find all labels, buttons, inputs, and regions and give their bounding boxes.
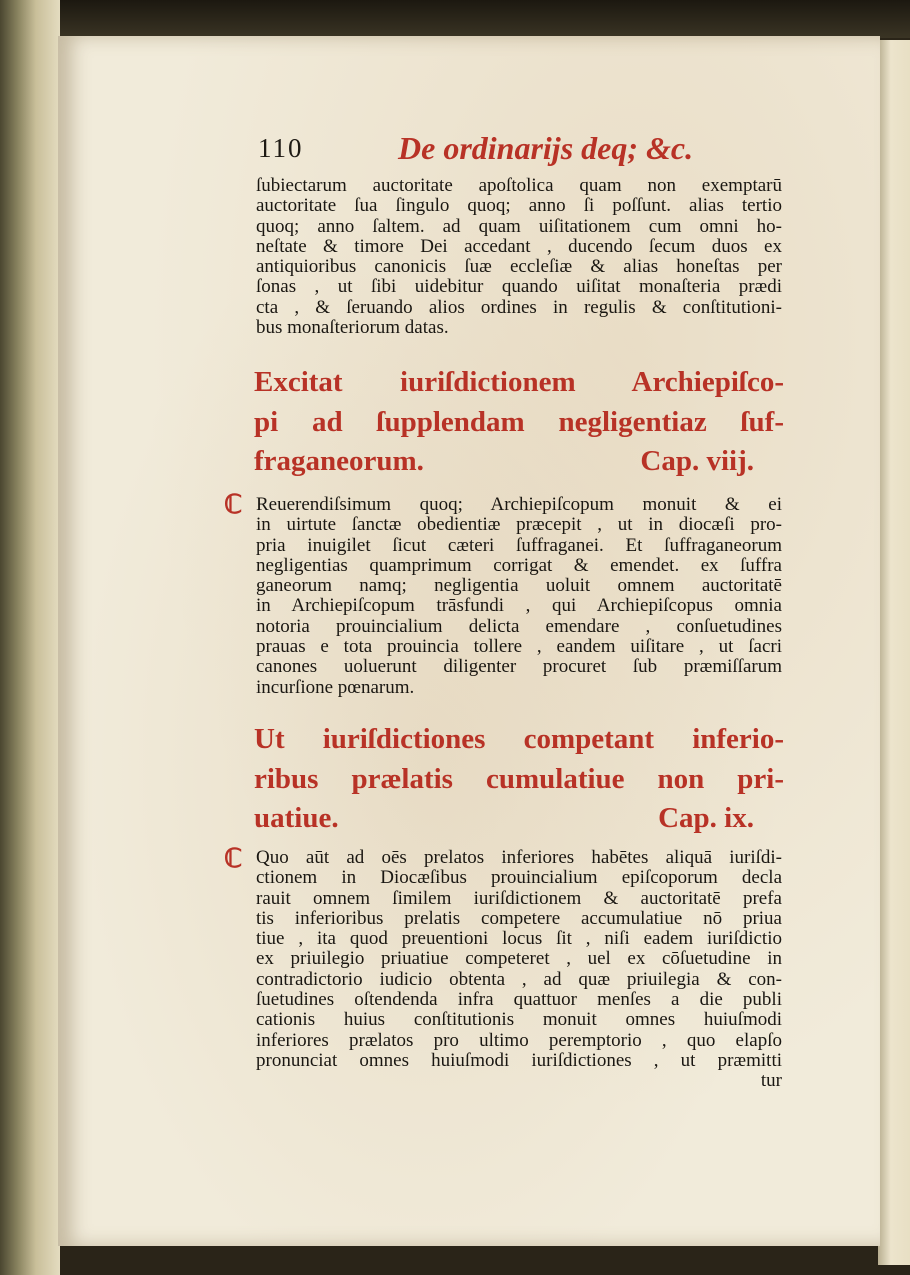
facing-page-edge bbox=[878, 40, 910, 1265]
text-line: auctoritate ſua ſingulo quoq; anno ſi poſſunt. alias tertio bbox=[256, 196, 782, 217]
heading-text: ribus prælatis cumulatiue non pri- bbox=[254, 762, 784, 795]
heading-text: Ut iuriſdictiones competant inferio- bbox=[254, 723, 784, 755]
heading-text: pi ad ſupplendam negligentiaz ſuf- bbox=[254, 405, 784, 438]
text-line: inferiores prælatos pro ultimo peremptorio , quo elapſo bbox=[256, 1030, 782, 1051]
chapter-number: Cap. viij. bbox=[640, 445, 754, 477]
page-number: 110 bbox=[258, 133, 304, 163]
heading-text: Excitat iuriſdictionem Archiepiſco- bbox=[254, 366, 784, 398]
text-line: ganeorum namq; negligentia uoluit omnem auctoritatē bbox=[256, 576, 782, 597]
paragraph-1 bbox=[256, 176, 782, 338]
paragraph-3 bbox=[256, 848, 782, 1092]
text-line: tis inferioribus prelatis competere accumulatiue nō priua bbox=[256, 908, 782, 929]
heading-text: fraganeorum. bbox=[254, 445, 424, 477]
text-line: prauas e tota prouincia tollere , eandem uiſitare , ut ſacri bbox=[256, 637, 782, 658]
paragraph-2 bbox=[256, 495, 782, 698]
paragraph-mark-icon: ℂ bbox=[224, 846, 243, 872]
chapter-heading-9 bbox=[254, 720, 784, 839]
text-line: ex priuilegio priuatiue competeret , uel ex cōſuetudine in bbox=[256, 949, 782, 970]
text-line: neſtate & timore Dei accedant , ducendo ſecum duos ex bbox=[256, 236, 782, 257]
heading-line bbox=[254, 403, 784, 443]
text-line: bus monaſteriorum datas. bbox=[256, 318, 449, 339]
book-cover-top bbox=[0, 0, 910, 38]
book-binding-left bbox=[0, 0, 60, 1275]
text-line: notoria prouincialium delicta emendare , conſuetudines bbox=[256, 616, 782, 637]
text-line: ſuetudines oſtendenda infra quattuor menſes a die publi bbox=[256, 990, 782, 1011]
text-line: contradictorio iudicio obtenta , ad quæ priuilegia & con- bbox=[256, 969, 782, 990]
text-line: pronunciat omnes huiuſmodi iuriſdictiones , ut præmitti bbox=[256, 1050, 782, 1071]
book-page bbox=[58, 36, 880, 1246]
heading-line bbox=[254, 720, 784, 760]
text-line: antiquioribus canonicis ſuæ eccleſiæ & alias honeſtas per bbox=[256, 257, 782, 278]
text-line: tur bbox=[760, 1071, 782, 1092]
text-line: Reuerendiſsimum quoq; Archiepiſcopum monuit & ei bbox=[256, 495, 782, 515]
text-line: pria inuigilet ſicut cæteri ſuffraganei. Et ſuffraganeorum bbox=[256, 535, 782, 556]
text-line: tiue , ita quod preuentioni locus ſit , niſi eadem iuriſdictio bbox=[256, 929, 782, 950]
heading-line bbox=[254, 760, 784, 800]
chapter-number: Cap. ix. bbox=[658, 802, 754, 834]
text-line: in Archiepiſcopum trāsfundi , qui Archiepiſcopus omnia bbox=[256, 596, 782, 617]
text-line: incurſione pœnarum. bbox=[256, 677, 415, 698]
heading-line bbox=[254, 442, 784, 482]
heading-line bbox=[254, 363, 784, 403]
text-line: negligentias quamprimum corrigat & emendet. ex ſuffra bbox=[256, 555, 782, 576]
text-line: cta , & ſeruando alios ordines in regulis & conſtitutioni- bbox=[256, 297, 782, 318]
text-line: in uirtute ſanctæ obedientiæ præcepit , ut in diocæſi pro- bbox=[256, 515, 782, 536]
chapter-heading-8 bbox=[254, 363, 784, 482]
text-line: ſubiectarum auctoritate apoſtolica quam non exemptarū bbox=[256, 176, 782, 196]
text-line: quoq; anno ſaltem. ad quam uiſitationem cum omni ho- bbox=[256, 216, 782, 237]
text-line: cationis huius conſtitutionis monuit omnes huiuſmodi bbox=[256, 1010, 782, 1031]
text-line: canones uoluerunt diligenter procuret ſub præmiſſarum bbox=[256, 657, 782, 678]
text-line: ctionem in Diocæſibus prouincialium epiſcoporum decla bbox=[256, 868, 782, 889]
paragraph-mark-icon: ℂ bbox=[224, 492, 243, 518]
text-line: Quo aūt ad oēs prelatos inferiores habētes aliquā iuriſdi- bbox=[256, 848, 782, 868]
heading-line bbox=[254, 799, 784, 839]
heading-text: uatiue. bbox=[254, 802, 339, 834]
text-line: ſonas , ut ſibi uidebitur quando uiſitat monaſteria prædi bbox=[256, 277, 782, 298]
page-header bbox=[258, 130, 798, 170]
running-title: De ordinarijs deq; &c. bbox=[398, 130, 694, 166]
text-line: rauit omnem ſimilem iuriſdictionem & auctoritatē prefa bbox=[256, 888, 782, 909]
